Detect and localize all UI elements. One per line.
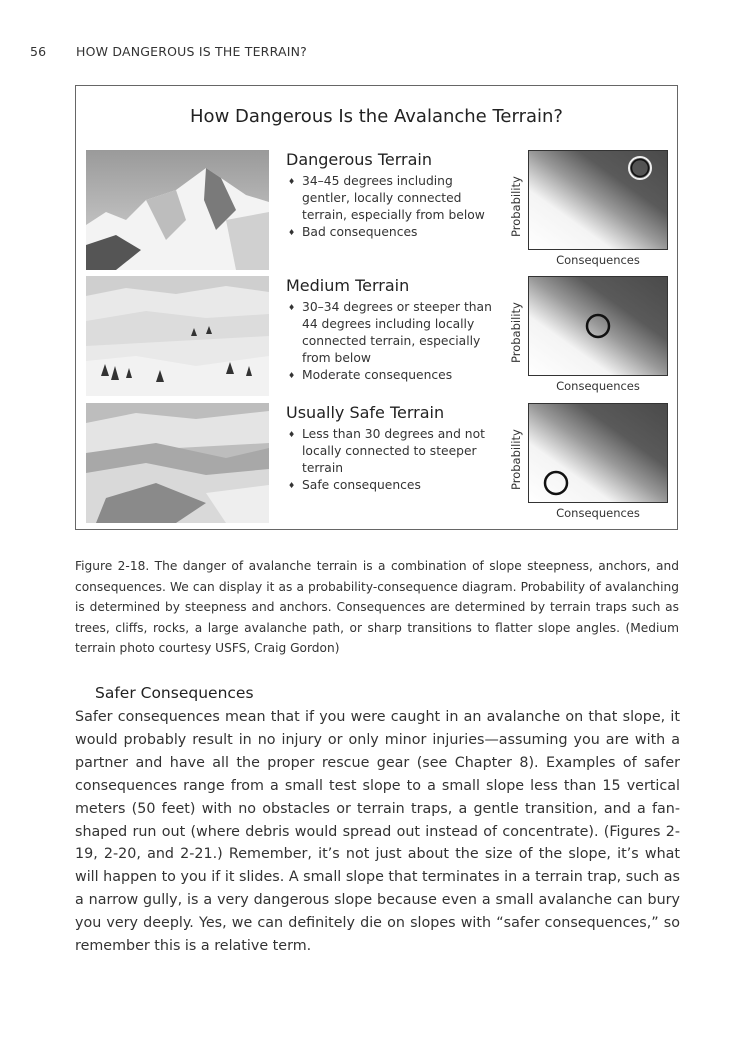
bullet-list [286, 299, 501, 384]
bullet-list [286, 426, 501, 494]
bullet-item: ♦ Bad consequences [286, 224, 501, 241]
safe-terrain-text [286, 403, 501, 494]
bullet-item: ♦ Moderate consequences [286, 367, 501, 384]
safe-terrain-photo [86, 403, 269, 523]
y-axis-label: Probability [509, 429, 523, 490]
page-number: 56 [30, 44, 47, 59]
body-paragraph: Safer consequences mean that if you were caught in an avalanche on that slope, it would probably result in no injury or only minor injuries—assuming you are with a partner and have all the proper rescue gear (see Chapter 8). Examples of safer consequences range from a small test slope to a small slope less than 15 vertical meters (50 feet) with no obstacles or terrain traps, a gentle transition, and a fan-shaped run out (where debris would spread out instead of concentrate). (Figures 2-19, 2-20, and 2-21.) Remember, it’s not just about the size of the slope, it’s what will happen to you if it slides. A small slope that terminates in a terrain trap, such as a narrow gully, is a very dangerous slope because even a small avalanche can bury you very deeply. Yes, we can definitely die on slopes with “safer consequences,” so remember this is a relative term. [75, 709, 680, 955]
diagram-plot [528, 150, 668, 250]
x-axis-label: Consequences [556, 253, 640, 267]
y-axis-label: Probability [509, 302, 523, 363]
bullet-item: ♦ Less than 30 degrees and not locally connected to steeper terrain [286, 426, 501, 477]
bullet-item: ♦ Safe consequences [286, 477, 501, 494]
figure-title: How Dangerous Is the Avalanche Terrain? [190, 106, 563, 127]
bullet-item: ♦ 30–34 degrees or steeper than 44 degrees including locally connected terrain, especially from below [286, 299, 501, 367]
diagram-gradient [529, 404, 668, 503]
running-head [30, 44, 307, 59]
terrain-heading: Dangerous Terrain [286, 150, 433, 169]
figure-caption: Figure 2-18. The danger of avalanche terrain is a combination of slope steepness, anchors, and consequences. We can display it as a probability-consequence diagram. Probability of avalanching is determined by steepness and anchors. Consequences are determined by terrain traps such as trees, cliffs, rocks, a large avalanche path, or sharp transitions to flatter slope angles. (Medium terrain photo courtesy USFS, Craig Gordon) [75, 559, 679, 655]
terrain-heading: Medium Terrain [286, 276, 410, 295]
x-axis-label: Consequences [556, 506, 640, 520]
diagram-gradient [529, 151, 668, 250]
bullet-list [286, 173, 501, 241]
dangerous-terrain-text [286, 150, 501, 241]
medium-terrain-text [286, 276, 501, 384]
probability-consequence-diagram [506, 276, 671, 396]
dangerous-terrain-photo [86, 150, 269, 270]
x-axis-label: Consequences [556, 379, 640, 393]
terrain-heading: Usually Safe Terrain [286, 403, 445, 422]
y-axis-label: Probability [509, 176, 523, 237]
bullet-item: ♦ 34–45 degrees including gentler, locally connected terrain, especially from below [286, 173, 501, 224]
diagram-plot [528, 403, 668, 503]
running-title: HOW DANGEROUS IS THE TERRAIN? [76, 44, 307, 59]
probability-consequence-diagram [506, 150, 671, 270]
diagram-plot [528, 276, 668, 376]
section-heading: Safer Consequences [95, 684, 254, 702]
probability-consequence-diagram [506, 403, 671, 523]
figure [75, 85, 678, 530]
medium-terrain-photo [86, 276, 269, 396]
diagram-gradient [529, 277, 668, 376]
